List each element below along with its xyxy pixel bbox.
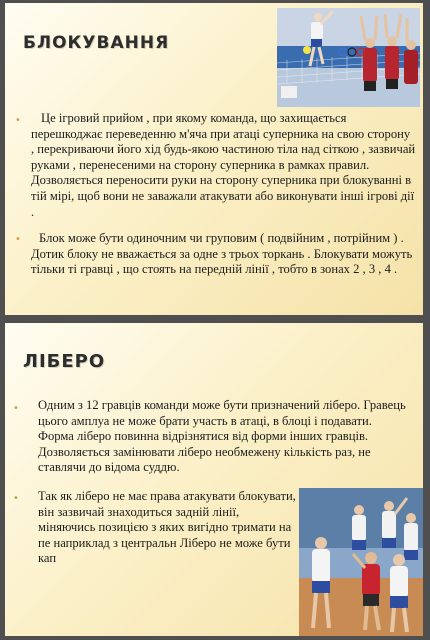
paragraph: Блок може бути одиночним чи груповим ( подвійним , потрійним ) . Дотик блоку не вважається за одне з трьох торкань . Блокувати можуть тільки ті гравці , що стоять на передній лінії , тобто в зонах 2 , 3 , 4 . xyxy=(31,231,413,277)
paragraph: Так як ліберо не має права атакувати блокувати, він зазвичай знаходиться задній лінії, міняючись позицією з яких вигідно тримати на пе наприклад з центральн Ліберо не може бути кап xyxy=(38,489,296,566)
paragraph: Одним з 12 гравців команди може бути призначений ліберо. Гравець цього амплуа не може брати участь в атаці, в блоці і подавати. Форма ліберо повинна відрізнятися від форми інших гравців. Дозволяється замінювати ліберо необмежену кількість раз, не ставлячи до відома суддю. xyxy=(38,398,406,475)
bullet-icon: • xyxy=(15,115,21,126)
bullet-icon: • xyxy=(15,234,21,245)
bullet-icon: • xyxy=(13,403,19,414)
paragraph: Це ігровий прийом , при якому команда, що захищається перешкоджає переведенню м'яча при атаці суперника на свою сторону , перекриваючи його хід будь-якою частиною тіла над сіткою , зазвичай руками , перенесеними на сторону суперника в рамках правил. Дозволяється переносити руки на сторону суперника при блокуванні в тій мірі, щоб вони не заважали атакувати або виконувати інші ігрові дії . xyxy=(31,111,416,219)
slide-title: БЛОКУВАННЯ xyxy=(23,33,170,53)
volleyball-team-photo xyxy=(299,488,423,636)
slide-blocking xyxy=(5,3,423,315)
volleyball-block-photo xyxy=(277,8,420,107)
slide-title: ЛІБЕРО xyxy=(23,351,106,372)
slide-libero xyxy=(5,323,423,636)
bullet-icon: • xyxy=(13,493,19,504)
